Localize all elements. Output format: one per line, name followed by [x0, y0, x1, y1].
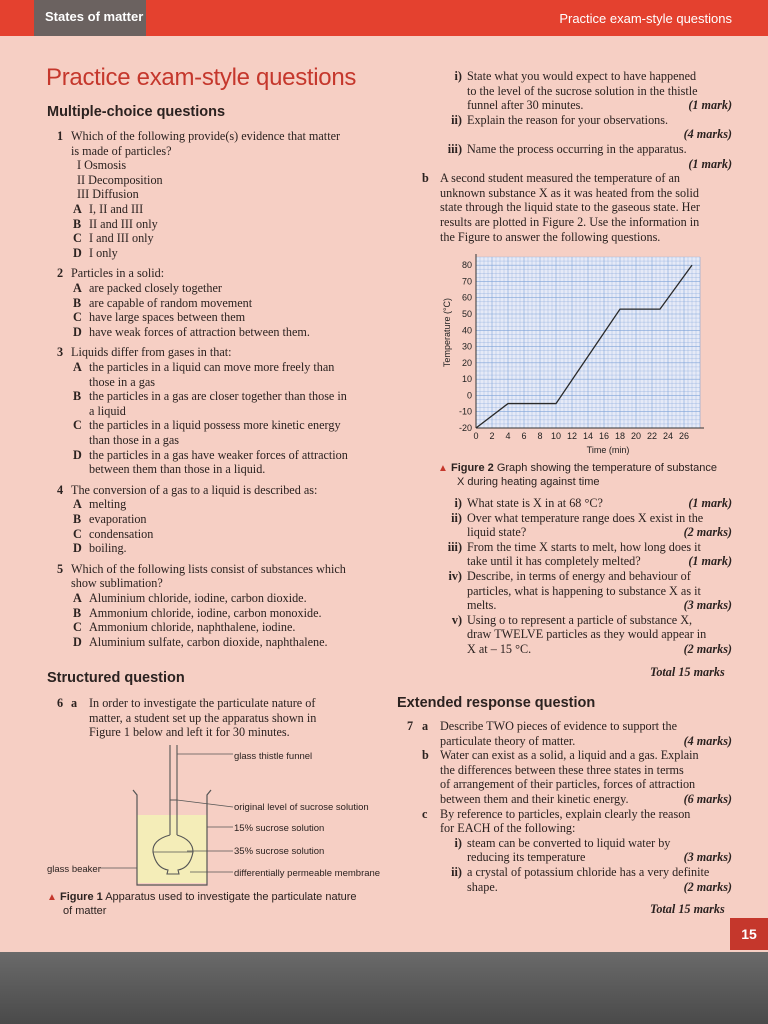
option-letter: D: [73, 245, 82, 260]
label-35-sucrose: 35% sucrose solution: [234, 846, 325, 857]
question-line: Explain the reason for your observations.: [467, 112, 669, 127]
y-tick-label: 60: [461, 292, 472, 303]
question-line: between them than those in a liquid.: [89, 462, 266, 477]
option-letter: C: [73, 231, 82, 246]
question-line: particulate theory of matter.: [440, 733, 576, 748]
question-line: By reference to particles, explain clearly the reason: [440, 806, 691, 821]
question-line: of arrangement of their particles, forces of attraction: [440, 777, 696, 792]
question-line: evaporation: [89, 512, 147, 526]
subpart-roman: ii): [451, 865, 462, 879]
question-line: those in a gas: [89, 374, 156, 389]
label-15-sucrose: 15% sucrose solution: [234, 823, 325, 834]
question-line: Liquids differ from gases in that:: [71, 345, 232, 360]
question-line: the particles in a gas have weaker forces of attraction: [89, 447, 348, 462]
question-line: show sublimation?: [71, 576, 163, 591]
question-line: X at – 15 °C.: [467, 642, 532, 656]
question-line: From the time X starts to melt, how long does it: [467, 539, 701, 554]
question-line: Using o to represent a particle of substance X,: [467, 612, 693, 627]
option-letter: B: [73, 295, 82, 310]
x-tick-label: 20: [630, 431, 642, 441]
y-tick-label: 70: [461, 276, 472, 287]
x-tick-label: 16: [598, 431, 610, 441]
marks-allocation: (1 mark): [688, 496, 732, 510]
question-line: a crystal of potassium chloride has a very definite: [467, 865, 710, 879]
marks-allocation: (3 marks): [683, 598, 732, 613]
x-tick-label: 2: [489, 431, 495, 441]
subpart-roman: i): [454, 835, 462, 850]
question-line: Describe TWO pieces of evidence to support the: [440, 719, 678, 733]
option-letter: C: [73, 418, 82, 433]
question-line: draw TWELVE particles as they would appear in: [467, 627, 707, 642]
question-line: the differences between these three states in terms: [440, 762, 684, 777]
page-title: Practice exam-style questions: [46, 64, 357, 91]
question-line: the particles in a gas are closer together than those in: [89, 389, 347, 404]
option-letter: A: [73, 281, 82, 295]
y-tick-label: 10: [461, 374, 472, 385]
page-number: 15: [730, 918, 768, 950]
figure2-caption-line2: X during heating against time: [457, 476, 600, 488]
label-membrane: differentially permeable membrane: [234, 868, 381, 879]
x-tick-label: 0: [473, 431, 479, 441]
option-letter: B: [73, 512, 82, 526]
question-line: What state is X in at 68 °C?: [467, 496, 603, 510]
question-line: Aluminium chloride, iodine, carbon dioxide.: [89, 591, 307, 605]
option-letter: C: [73, 310, 82, 325]
question-line: the particles in a liquid possess more kinetic energy: [89, 418, 341, 433]
x-tick-label: 18: [614, 431, 626, 441]
question-line: for EACH of the following:: [440, 821, 576, 836]
y-tick-label: 80: [461, 260, 472, 271]
q6-number: 6: [57, 696, 64, 710]
question-line: Particles in a solid:: [71, 266, 165, 281]
question-line: have large spaces between them: [89, 310, 246, 325]
question-number: 7: [407, 719, 414, 733]
question-line: Which of the following provide(s) evidence that matter: [71, 129, 341, 143]
scan-background: [0, 952, 768, 1024]
marks-allocation: (1 mark): [688, 98, 732, 113]
question-line: boiling.: [89, 541, 127, 556]
question-line: take until it has completely melted?: [467, 554, 641, 569]
marks-allocation: (2 marks): [683, 525, 732, 540]
y-tick-label: 20: [461, 357, 472, 368]
x-tick-label: 4: [505, 431, 511, 441]
question-line: II and III only: [89, 216, 158, 231]
option-letter: A: [73, 360, 82, 374]
question-line: are capable of random movement: [89, 295, 253, 310]
question-part: c: [422, 806, 428, 821]
question-line: reducing its temperature: [467, 850, 586, 865]
section-tab: [34, 0, 146, 36]
option-letter: D: [73, 324, 82, 339]
y-tick-label: 40: [461, 325, 472, 336]
question-number: 4: [57, 482, 64, 497]
question-line: Ammonium chloride, iodine, carbon monoxide.: [89, 605, 322, 620]
section-title: States of matter: [45, 9, 144, 24]
question-line: I, II and III: [89, 202, 144, 216]
question-line: the particles in a liquid can move more freely than: [89, 360, 335, 374]
extended-heading: Extended response question: [397, 695, 596, 711]
figure1-caption: [47, 891, 357, 904]
question-line: are packed closely together: [89, 281, 222, 295]
header-right-title: Practice exam-style questions: [559, 11, 732, 26]
total-marks-extended: Total 15 marks: [650, 902, 725, 916]
question-line: The conversion of a gas to a liquid is described as:: [71, 482, 318, 497]
question-line: Name the process occurring in the apparatus.: [467, 142, 687, 156]
question-part: a: [422, 719, 429, 733]
marks-allocation: (1 mark): [688, 156, 732, 171]
x-tick-label: 10: [550, 431, 562, 441]
structured-heading: Structured question: [47, 670, 185, 686]
question-line: a liquid: [89, 403, 126, 418]
question-line: results are plotted in Figure 2. Use the information in: [440, 215, 700, 229]
question-line: funnel after 30 minutes.: [467, 98, 584, 113]
option-letter: C: [73, 526, 82, 541]
subpart-roman: iv): [448, 569, 462, 583]
question-line: the Figure to answer the following questions.: [440, 229, 661, 244]
option-letter: D: [73, 447, 82, 462]
question-number: 2: [57, 266, 64, 281]
question-line: have weak forces of attraction between them.: [89, 324, 310, 339]
marks-allocation: (2 marks): [683, 879, 732, 894]
question-part: b: [422, 748, 429, 763]
figure1-caption-line1: Apparatus used to investigate the particulate nature: [105, 891, 357, 903]
y-axis-label: Temperature (°C): [442, 297, 452, 368]
question-line: state through the liquid state to the gaseous state. Her: [440, 200, 700, 215]
question-line: is made of particles?: [71, 143, 172, 158]
question-line: Describe, in terms of energy and behaviour of: [467, 569, 691, 583]
x-tick-label: 12: [566, 431, 578, 441]
question-line: I only: [89, 245, 118, 260]
mcq-heading: Multiple-choice questions: [47, 104, 226, 120]
subpart-roman: i): [454, 69, 462, 83]
question-line: Which of the following lists consist of substances which: [71, 561, 346, 576]
question-number: 5: [57, 561, 64, 576]
option-letter: A: [73, 202, 82, 216]
y-tick-label: -20: [458, 423, 472, 433]
question-line: A second student measured the temperature of an: [440, 171, 680, 186]
question-line: shape.: [467, 879, 498, 894]
subpart-roman: iii): [447, 142, 462, 156]
subpart-roman: v): [451, 612, 462, 627]
question-line: State what you would expect to have happened: [467, 69, 697, 83]
caption-triangle-icon: ▲: [47, 892, 57, 903]
y-tick-label: 50: [461, 309, 472, 319]
question-line: steam can be converted to liquid water by: [467, 835, 671, 850]
subpart-roman: iii): [447, 539, 462, 554]
figure2-chart: [430, 252, 730, 462]
q6-line-1: In order to investigate the particulate nature of: [89, 696, 316, 710]
x-tick-label: 24: [662, 431, 674, 441]
y-tick-label: -10: [458, 406, 472, 417]
question-line: liquid state?: [467, 525, 527, 540]
subpart-roman: ii): [451, 112, 462, 127]
question-line: I Osmosis: [77, 158, 127, 173]
question-line: unknown substance X as it was heated from the solid: [440, 185, 699, 200]
question-line: I and III only: [89, 231, 154, 246]
question-line: III Diffusion: [77, 187, 139, 202]
question-line: condensation: [89, 526, 154, 541]
question-part: b: [422, 171, 429, 186]
total-marks-structured: Total 15 marks: [650, 665, 725, 679]
question-line: between them and their kinetic energy.: [440, 792, 629, 806]
figure2-label: Figure 2: [450, 462, 494, 474]
question-line: than those in a gas: [89, 433, 180, 447]
option-letter: A: [73, 497, 82, 512]
option-letter: A: [73, 591, 82, 605]
figure1-caption-line2: of matter: [63, 905, 107, 917]
label-thistle-funnel: glass thistle funnel: [234, 751, 313, 762]
figure1-label: Figure 1: [59, 891, 103, 903]
question-line: melting: [89, 497, 127, 512]
x-tick-label: 8: [537, 431, 543, 441]
option-letter: D: [73, 634, 82, 649]
y-tick-label: 30: [461, 341, 472, 352]
figure2-caption-line1: Graph showing the temperature of substance: [496, 462, 717, 474]
marks-allocation: (4 marks): [683, 733, 732, 748]
question-line: to the level of the sucrose solution in the thistle: [467, 83, 698, 98]
question-line: Ammonium chloride, naphthalene, iodine.: [89, 620, 296, 635]
caption-triangle-icon: ▲: [438, 463, 448, 474]
question-line: II Decomposition: [77, 172, 163, 187]
question-line: melts.: [467, 598, 497, 613]
x-tick-label: 6: [521, 431, 527, 441]
marks-allocation: (4 marks): [683, 127, 732, 142]
question-line: Water can exist as a solid, a liquid and a gas. Explain: [440, 748, 699, 763]
question-line: particles, what is happening to substance X as it: [467, 583, 701, 598]
q6-part: a: [71, 696, 78, 710]
x-tick-label: 14: [582, 431, 594, 441]
y-tick-label: 0: [466, 390, 472, 401]
question-line: Over what temperature range does X exist in the: [467, 510, 704, 525]
marks-allocation: (1 mark): [688, 554, 732, 569]
option-letter: B: [73, 216, 82, 231]
label-glass-beaker: glass beaker: [47, 864, 101, 875]
option-letter: B: [73, 605, 82, 620]
figure2-caption: [438, 462, 717, 475]
subpart-roman: i): [454, 496, 462, 510]
q6-line-3: Figure 1 below and left it for 30 minutes.: [89, 725, 290, 740]
question-number: 3: [57, 345, 64, 360]
question-number: 1: [57, 129, 64, 143]
option-letter: C: [73, 620, 82, 635]
option-letter: D: [73, 541, 82, 556]
x-axis-label: Time (min): [586, 445, 630, 455]
q6-line-2: matter, a student set up the apparatus shown in: [89, 710, 317, 725]
question-line: Aluminium sulfate, carbon dioxide, naphthalene.: [89, 634, 328, 649]
subpart-roman: ii): [451, 510, 462, 525]
x-tick-label: 26: [678, 431, 690, 441]
option-letter: B: [73, 389, 82, 404]
header-bar: [0, 0, 768, 36]
label-original-level: original level of sucrose solution: [234, 802, 369, 813]
x-tick-label: 22: [646, 431, 658, 441]
marks-allocation: (2 marks): [683, 642, 732, 656]
marks-allocation: (6 marks): [683, 792, 732, 806]
marks-allocation: (3 marks): [683, 850, 732, 865]
